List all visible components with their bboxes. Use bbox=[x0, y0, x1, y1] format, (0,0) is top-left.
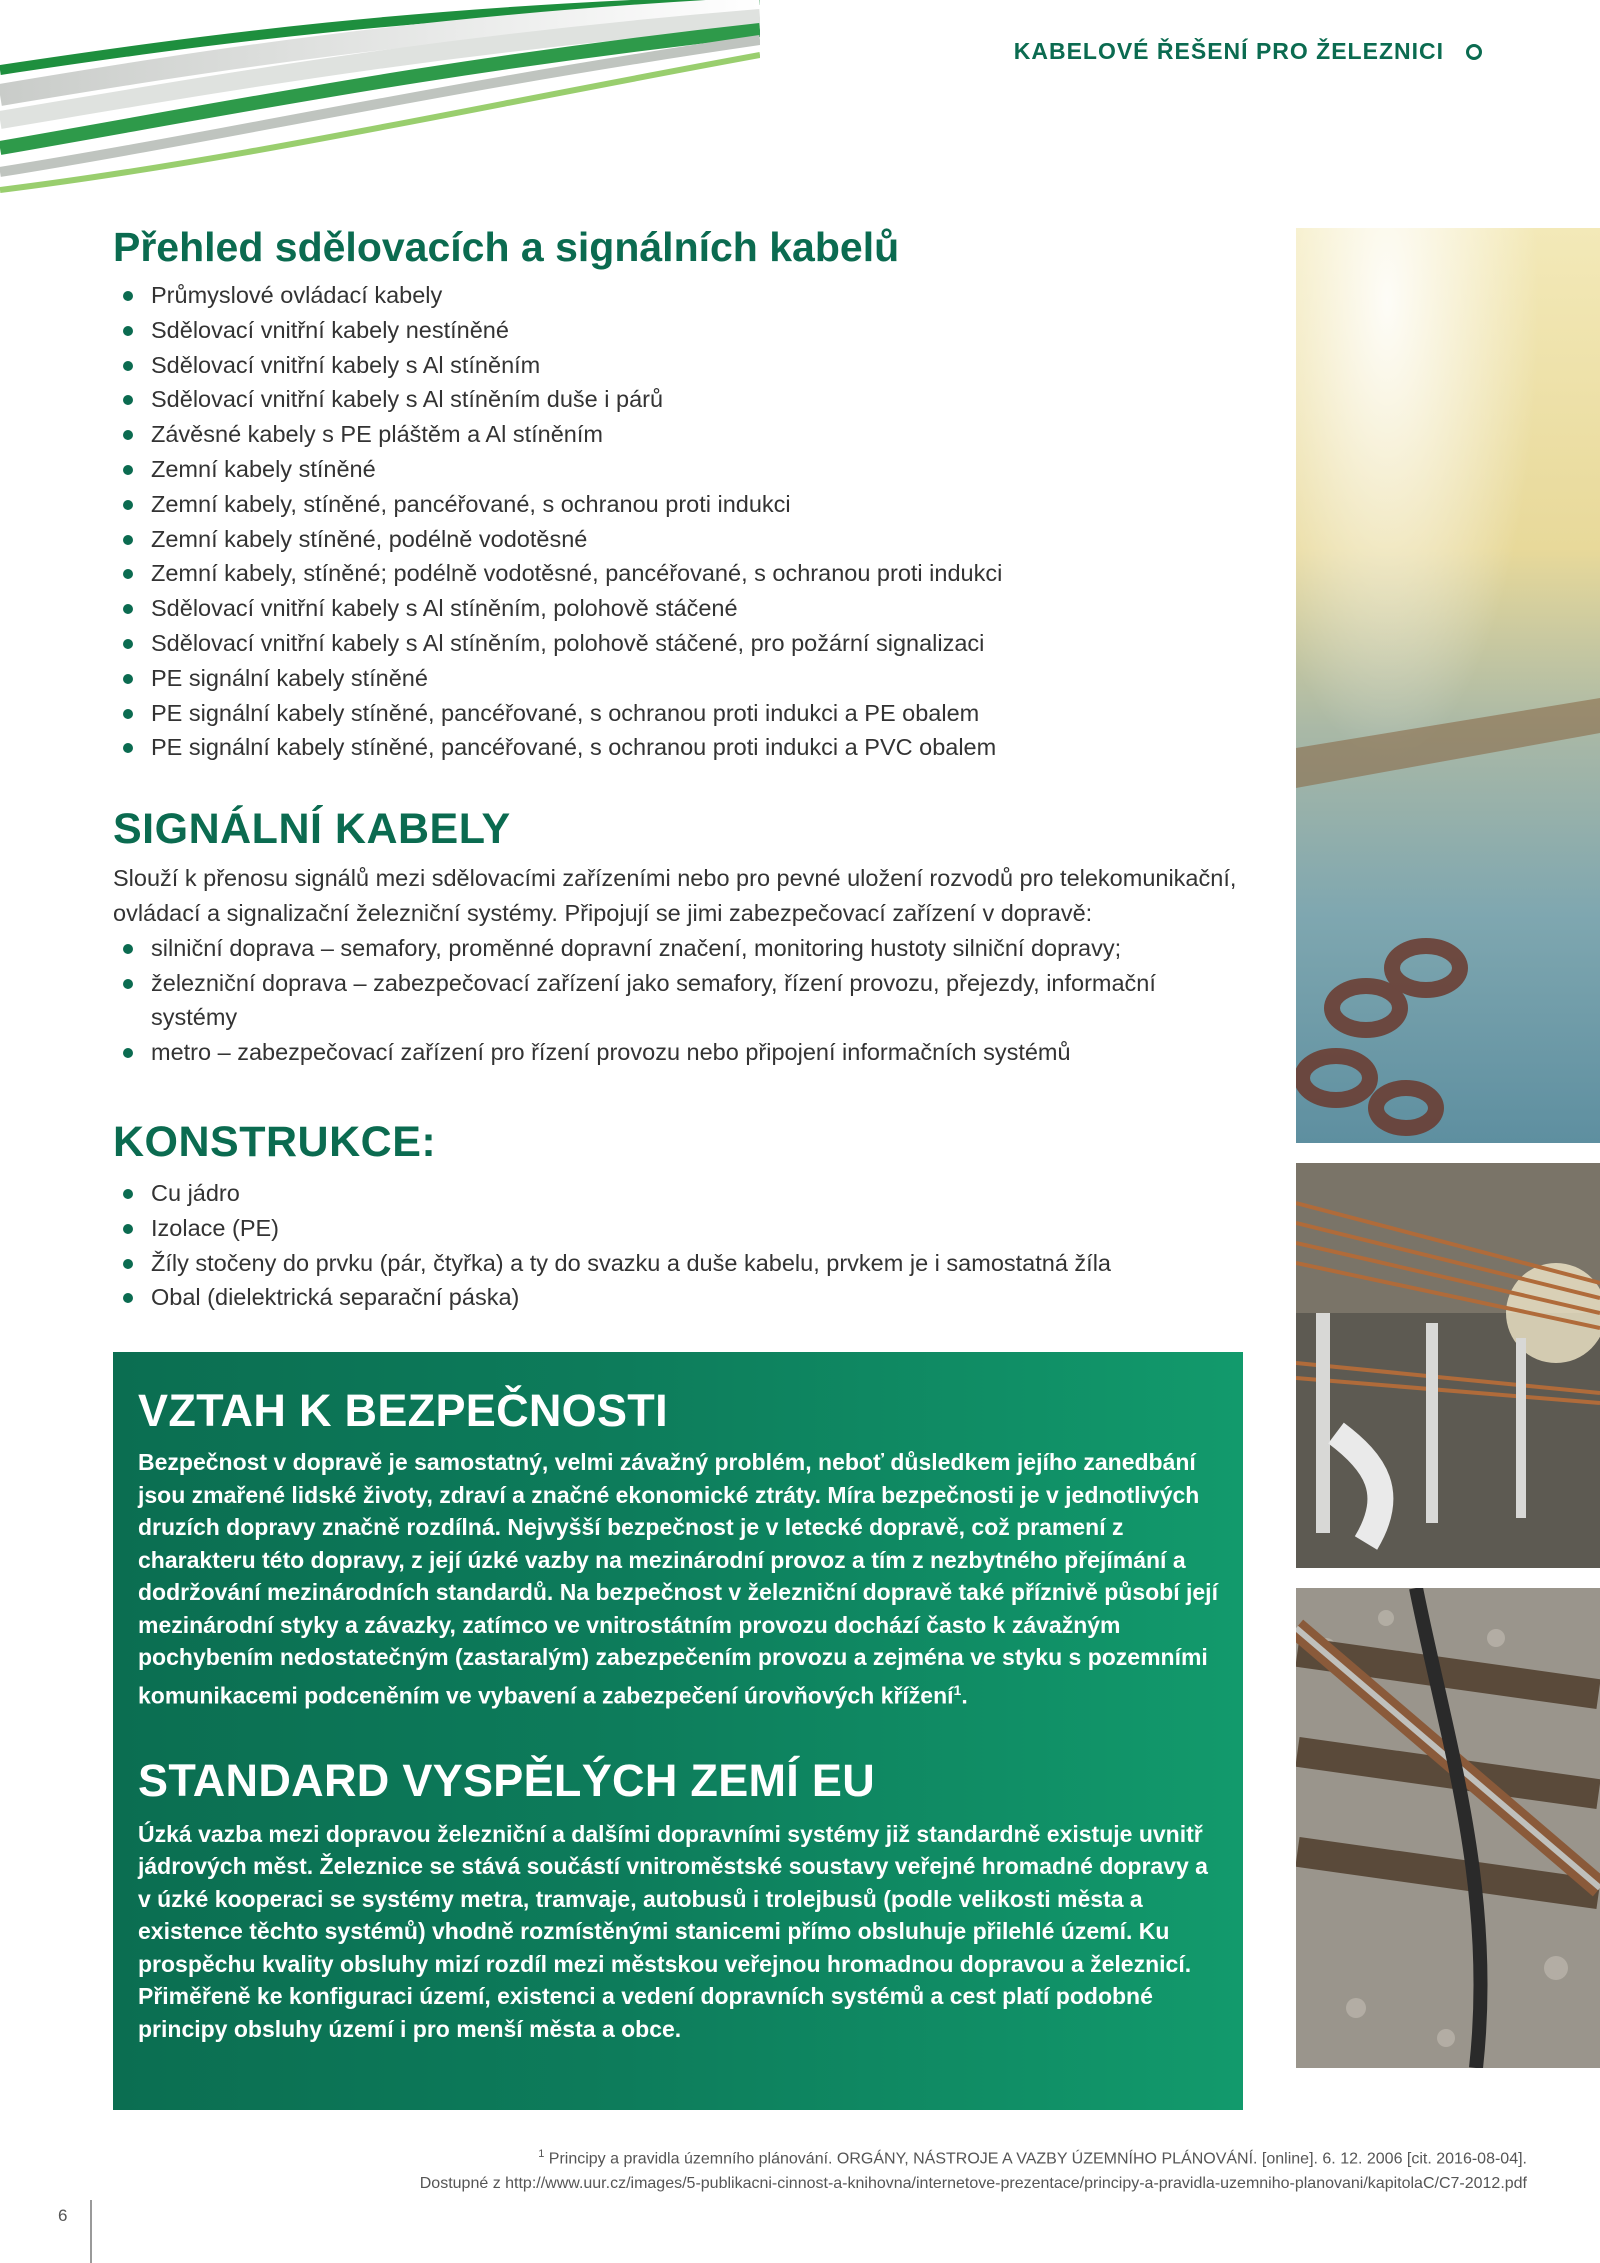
header-title: KABELOVÉ ŘEŠENÍ PRO ŽELEZNICI bbox=[1013, 38, 1444, 64]
list-item: PE signální kabely stíněné, pancéřované, s ochranou proti indukci a PVC obalem bbox=[113, 730, 1243, 765]
construction-heading: KONSTRUKCE: bbox=[113, 1117, 437, 1166]
list-item: Cu jádro bbox=[113, 1176, 1243, 1211]
construction-list bbox=[113, 1176, 1243, 1315]
list-item: železniční doprava – zabezpečovací zařízení jako semafory, řízení provozu, přejezdy, informační systémy bbox=[113, 966, 1243, 1036]
list-item: PE signální kabely stíněné, pancéřované, s ochranou proti indukci a PE obalem bbox=[113, 696, 1243, 731]
list-item: Sdělovací vnitřní kabely nestíněné bbox=[113, 313, 1243, 348]
signal-list bbox=[113, 931, 1243, 1070]
list-item: Izolace (PE) bbox=[113, 1211, 1243, 1246]
footnote-line-2: Dostupné z http://www.uur.cz/images/5-publikacni-cinnost-a-knihovna/internetove-prezentace/principy-a-pravidla-uzemniho-planovani/kapitolaC/C7-2012.pdf bbox=[419, 2175, 1527, 2193]
list-item: silniční doprava – semafory, proměnné dopravní značení, monitoring hustoty silniční dopravy; bbox=[113, 931, 1243, 966]
list-item: Zemní kabely stíněné bbox=[113, 452, 1243, 487]
footnote bbox=[227, 2142, 1527, 2196]
safety-paragraph bbox=[138, 1446, 1218, 1712]
photo-rail-chain bbox=[1296, 228, 1600, 1143]
list-item: Zemní kabely stíněné, podélně vodotěsné bbox=[113, 522, 1243, 557]
running-header bbox=[1014, 38, 1482, 65]
list-item: Zemní kabely, stíněné, pancéřované, s ochranou proti indukci bbox=[113, 487, 1243, 522]
footnote-marker: 1 bbox=[538, 2148, 545, 2160]
list-item: Sdělovací vnitřní kabely s Al stíněním, polohově stáčené bbox=[113, 591, 1243, 626]
overview-heading: Přehled sdělovacích a signálních kabelů bbox=[113, 224, 900, 270]
highlight-box bbox=[113, 1352, 1243, 2110]
page-number-rule bbox=[90, 2200, 92, 2263]
signal-heading: SIGNÁLNÍ KABELY bbox=[113, 805, 511, 854]
safety-text: Bezpečnost v dopravě je samostatný, velmi závažný problém, neboť důsledkem jejího zanedbání jsou zmařené lidské životy, zdraví a značné ekonomické ztráty. Míra bezpečnosti je v jednotlivých druzích dopravy značně rozdílná. Nejvyšší bezpečnost je v letecké dopravě, což pramení z charakteru této dopravy, z její úzké vazby na mezinárodní provoz a tím z nezbytného přejímání a dodržování mezinárodních standardů. Na bezpečnost v železniční dopravě také příznivě působí její mezinárodní styky a závazky, zatímco ve vnitrostátním provozu dochází často k závažným pochybením nedostatečným (zastaralým) zabezpečením provozu a zejména ve styku s pozemními komunikacemi podceněním ve vybavení a zabezpečení úrovňových křížení bbox=[138, 1449, 1218, 1709]
page-number: 6 bbox=[58, 2206, 68, 2225]
footnote-line-1 bbox=[227, 2142, 1527, 2171]
cable-swoosh-decoration bbox=[0, 0, 760, 220]
list-item: metro – zabezpečovací zařízení pro řízení provozu nebo připojení informačních systémů bbox=[113, 1035, 1243, 1070]
signal-paragraph: Slouží k přenosu signálů mezi sdělovacími zařízeními nebo pro pevné uložení rozvodů pro telekomunikační, ovládací a signalizační železniční systémy. Připojují se jimi zabezpečovací zařízení v dopravě: bbox=[113, 865, 1237, 926]
list-item: Žíly stočeny do prvku (pár, čtyřka) a ty do svazku a duše kabelu, prvkem je i samostatná žíla bbox=[113, 1246, 1243, 1281]
list-item: Závěsné kabely s PE pláštěm a Al stíněním bbox=[113, 417, 1243, 452]
list-item: Obal (dielektrická separační páska) bbox=[113, 1280, 1243, 1315]
footnote-ref: 1 bbox=[953, 1681, 962, 1698]
photo-cable-tunnel bbox=[1296, 1163, 1600, 1568]
list-item: Zemní kabely, stíněné; podélně vodotěsné, pancéřované, s ochranou proti indukci bbox=[113, 556, 1243, 591]
list-item: Průmyslové ovládací kabely bbox=[113, 278, 1243, 313]
list-item: Sdělovací vnitřní kabely s Al stíněním, polohově stáčené, pro požární signalizaci bbox=[113, 626, 1243, 661]
main-content bbox=[113, 218, 1243, 1315]
eu-heading: STANDARD VYSPĚLÝCH ZEMÍ EU bbox=[138, 1754, 876, 1806]
ring-bullet-icon bbox=[1466, 44, 1482, 60]
eu-paragraph: Úzká vazba mezi dopravou železniční a dalšími dopravními systémy již standardně existuje uvnitř jádrových měst. Železnice se stává součástí vnitroměstské soustavy veřejné hromadné dopravy a v úzké kooperaci se systémy metra, tramvaje, autobusů i trolejbusů (podle velikosti města a existence těchto systémů) vhodně rozmístěnými stanicemi přímo obsluhuje přilehlé území. Ku prospěchu kvality obsluhy mizí rozdíl mezi městskou veřejnou hromadnou dopravou a železnicí. Přiměřeně ke konfiguraci území, existenci a vedení dopravních systémů a cest platí podobné principy obsluhy území i pro menší města a obce. bbox=[138, 1820, 1208, 2042]
photo-rail-track bbox=[1296, 1588, 1600, 2068]
overview-list bbox=[113, 278, 1243, 765]
safety-heading: VZTAH K BEZPEČNOSTI bbox=[138, 1385, 668, 1436]
footnote-citation: Principy a pravidla územního plánování. ORGÁNY, NÁSTROJE A VAZBY ÚZEMNÍHO PLÁNOVÁNÍ. [online]. 6. 12. 2006 [cit. 2016-08-04]. bbox=[548, 2150, 1527, 2168]
list-item: PE signální kabely stíněné bbox=[113, 661, 1243, 696]
safety-period: . bbox=[961, 1682, 968, 1709]
list-item: Sdělovací vnitřní kabely s Al stíněním bbox=[113, 348, 1243, 383]
list-item: Sdělovací vnitřní kabely s Al stíněním duše i párů bbox=[113, 382, 1243, 417]
